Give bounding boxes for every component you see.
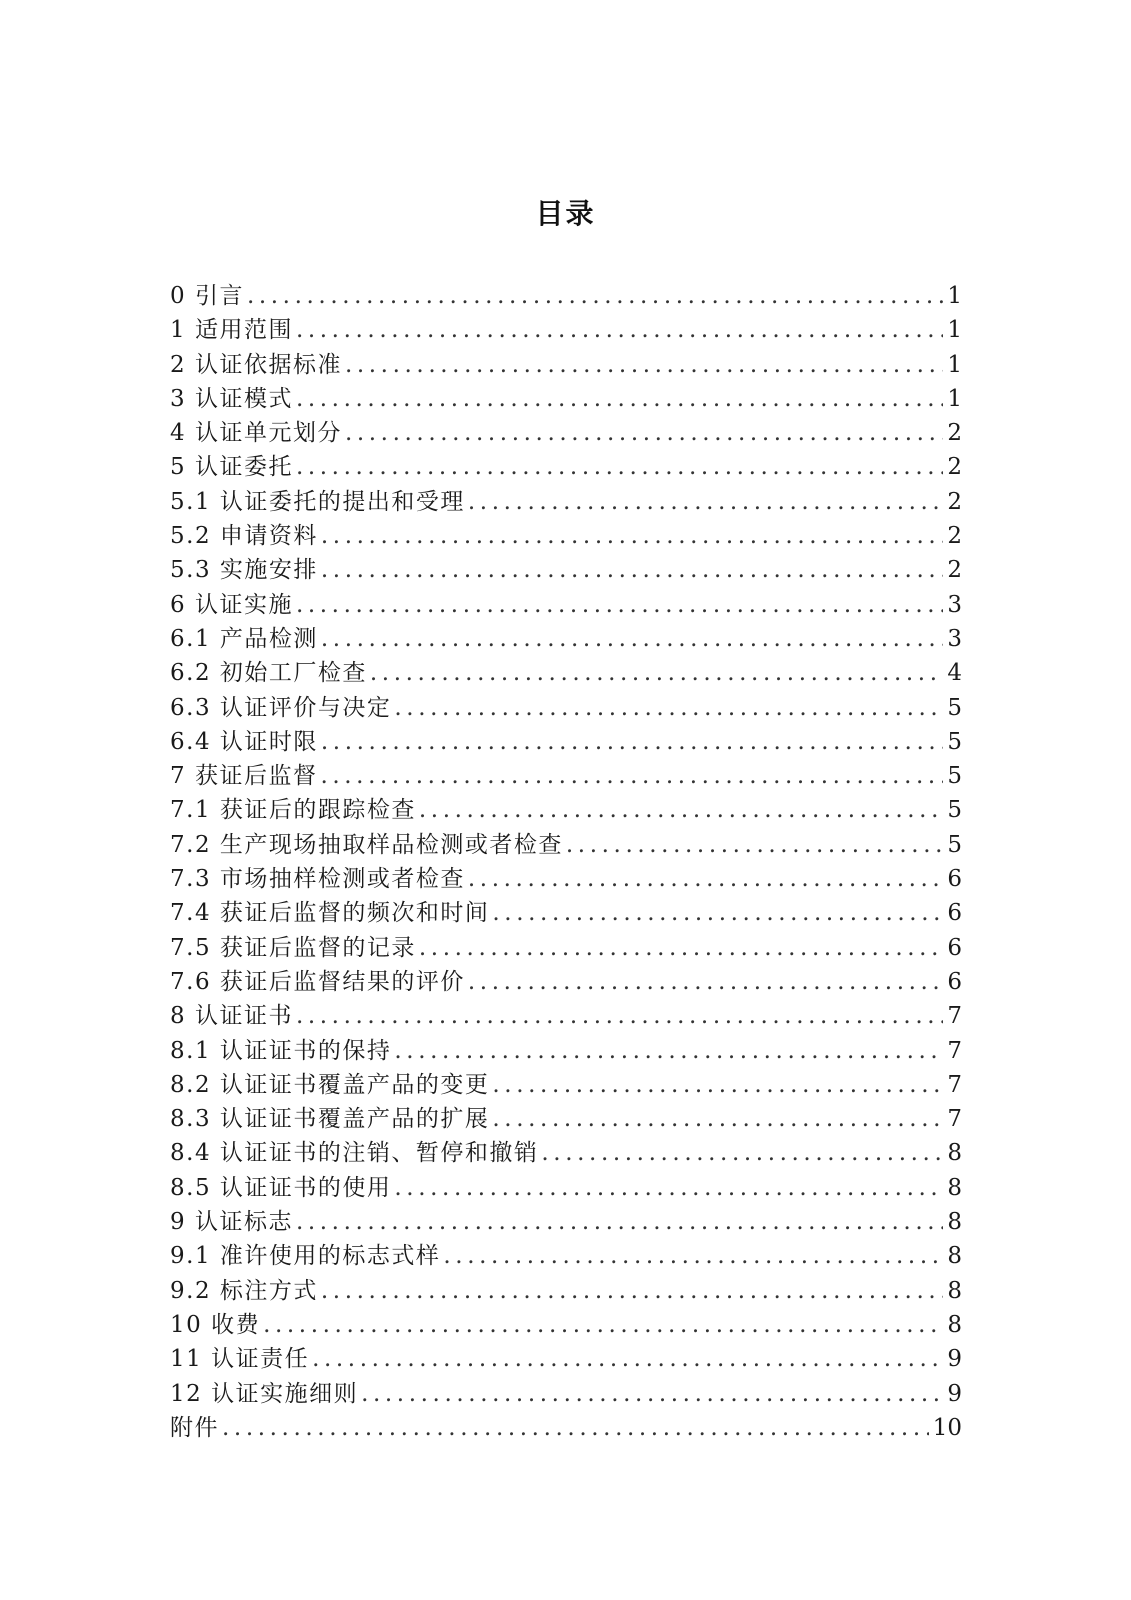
toc-entry-page-number: 1 (947, 317, 962, 344)
toc-entry[interactable] (170, 656, 962, 690)
toc-entry-page-number: 9 (947, 1346, 962, 1373)
toc-entry[interactable] (170, 862, 962, 896)
toc-entry[interactable] (170, 896, 962, 930)
toc-entry-label: 6.3 认证评价与决定 (170, 694, 392, 721)
toc-dot-leader (345, 348, 943, 382)
toc-entry-label: 9 认证标志 (170, 1209, 293, 1236)
toc-entry-page-number: 7 (947, 1071, 962, 1098)
toc-entry[interactable] (170, 588, 962, 622)
toc-entry-page-number: 6 (947, 866, 962, 893)
toc-title: 目录 (535, 197, 596, 230)
toc-entry-label: 8.4 认证证书的注销、暂停和撤销 (170, 1140, 539, 1167)
toc-dot-leader (361, 1377, 943, 1411)
toc-entry[interactable] (170, 793, 962, 827)
toc-dot-leader (263, 1308, 943, 1342)
toc-dot-leader (419, 793, 943, 827)
toc-dot-leader (296, 588, 943, 622)
toc-dot-leader (492, 1068, 943, 1102)
toc-entry-label: 2 认证依据标准 (170, 351, 342, 378)
toc-entry-page-number: 7 (947, 1106, 962, 1133)
toc-dot-leader (321, 1274, 943, 1308)
toc-entry-page-number: 2 (947, 488, 962, 515)
toc-entry-page-number: 8 (947, 1311, 962, 1338)
toc-entry[interactable] (170, 1308, 962, 1342)
toc-entry-label: 5.2 申请资料 (170, 523, 318, 550)
toc-dot-leader (222, 1411, 929, 1445)
toc-entry[interactable] (170, 999, 962, 1033)
toc-entry-label: 8.3 认证证书覆盖产品的扩展 (170, 1106, 490, 1133)
toc-entry[interactable] (170, 828, 962, 862)
toc-entry[interactable] (170, 553, 962, 587)
toc-entry-page-number: 2 (947, 523, 962, 550)
toc-entry-label: 10 收费 (170, 1311, 261, 1338)
toc-entry[interactable] (170, 1377, 962, 1411)
toc-entry-page-number: 1 (947, 283, 962, 309)
toc-entry-page-number: 6 (947, 900, 962, 927)
toc-dot-leader (296, 1205, 943, 1239)
toc-entry-label: 3 认证模式 (170, 385, 293, 412)
toc-entry[interactable] (170, 382, 962, 416)
toc-entry-label: 6.4 认证时限 (170, 728, 318, 755)
toc-entry[interactable] (170, 1136, 962, 1170)
toc-entry-label: 1 适用范围 (170, 317, 293, 344)
toc-dot-leader (419, 931, 943, 965)
toc-dot-leader (394, 691, 943, 725)
toc-dot-leader (312, 1342, 943, 1376)
toc-entry-page-number: 6 (947, 934, 962, 961)
toc-entry[interactable] (170, 416, 962, 450)
toc-entry[interactable] (170, 1034, 962, 1068)
toc-entry-label: 6.2 初始工厂检查 (170, 660, 367, 687)
toc-entry[interactable] (170, 759, 962, 793)
toc-entry-label: 9.2 标注方式 (170, 1277, 318, 1304)
toc-entry-label: 8.5 认证证书的使用 (170, 1174, 392, 1201)
toc-entry-page-number: 6 (947, 968, 962, 995)
toc-dot-leader (370, 656, 943, 690)
toc-entry-label: 6 认证实施 (170, 591, 293, 618)
toc-entry-label: 7 获证后监督 (170, 763, 318, 790)
toc-entry-page-number: 10 (932, 1414, 962, 1441)
toc-entry-page-number: 7 (947, 1003, 962, 1030)
toc-entry-page-number: 9 (947, 1380, 962, 1407)
toc-entry-label: 8.1 认证证书的保持 (170, 1037, 392, 1064)
toc-entry-page-number: 8 (947, 1277, 962, 1304)
toc-entry-label: 附件 (170, 1414, 219, 1441)
toc-entry-page-number: 8 (947, 1209, 962, 1236)
toc-dot-leader (296, 450, 943, 484)
toc-dot-leader (296, 999, 943, 1033)
table-of-contents (170, 279, 962, 1445)
toc-entry-page-number: 7 (947, 1037, 962, 1064)
toc-dot-leader (296, 382, 943, 416)
toc-entry-label: 5.1 认证委托的提出和受理 (170, 488, 465, 515)
toc-entry-page-number: 3 (947, 591, 962, 618)
toc-dot-leader (247, 279, 943, 313)
toc-entry-page-number: 3 (947, 625, 962, 652)
toc-entry[interactable] (170, 1342, 962, 1376)
toc-dot-leader (345, 416, 943, 450)
toc-entry[interactable] (170, 1205, 962, 1239)
toc-dot-leader (492, 896, 943, 930)
toc-entry[interactable] (170, 725, 962, 759)
toc-entry-page-number: 5 (947, 831, 962, 858)
toc-entry-page-number: 5 (947, 694, 962, 721)
toc-entry-label: 12 认证实施细则 (170, 1380, 359, 1407)
toc-entry-page-number: 2 (947, 420, 962, 447)
toc-entry-label: 7.3 市场抽样检测或者检查 (170, 866, 465, 893)
toc-entry[interactable] (170, 1171, 962, 1205)
toc-entry-label: 7.5 获证后监督的记录 (170, 934, 416, 961)
toc-entry-label: 9.1 准许使用的标志式样 (170, 1243, 441, 1270)
toc-dot-leader (468, 485, 943, 519)
toc-entry[interactable] (170, 279, 962, 313)
toc-dot-leader (394, 1034, 943, 1068)
toc-entry[interactable] (170, 519, 962, 553)
toc-entry[interactable] (170, 1102, 962, 1136)
toc-entry-label: 11 认证责任 (170, 1346, 310, 1373)
toc-entry-label: 7.2 生产现场抽取样品检测或者检查 (170, 831, 563, 858)
toc-dot-leader (296, 313, 943, 347)
toc-entry[interactable] (170, 313, 962, 347)
toc-entry[interactable] (170, 965, 962, 999)
toc-entry[interactable] (170, 450, 962, 484)
toc-entry[interactable] (170, 348, 962, 382)
toc-entry-page-number: 2 (947, 454, 962, 481)
toc-dot-leader (468, 862, 943, 896)
toc-entry-page-number: 5 (947, 797, 962, 824)
toc-entry[interactable] (170, 622, 962, 656)
toc-entry[interactable] (170, 931, 962, 965)
toc-dot-leader (320, 759, 943, 793)
toc-entry[interactable] (170, 691, 962, 725)
toc-entry-page-number: 8 (947, 1174, 962, 1201)
toc-dot-leader (321, 553, 943, 587)
toc-entry-page-number: 1 (947, 351, 962, 378)
toc-entry-page-number: 1 (947, 385, 962, 412)
toc-entry[interactable] (170, 1239, 962, 1273)
toc-dot-leader (468, 965, 943, 999)
toc-entry-label: 4 认证单元划分 (170, 420, 342, 447)
toc-entry-label: 7.4 获证后监督的频次和时间 (170, 900, 490, 927)
toc-entry[interactable] (170, 1274, 962, 1308)
toc-dot-leader (321, 622, 943, 656)
toc-dot-leader (443, 1239, 943, 1273)
toc-entry-page-number: 2 (947, 557, 962, 584)
toc-entry-page-number: 8 (947, 1243, 962, 1270)
toc-dot-leader (541, 1136, 943, 1170)
toc-entry[interactable] (170, 1411, 962, 1445)
toc-entry[interactable] (170, 485, 962, 519)
toc-entry-label: 8 认证证书 (170, 1003, 293, 1030)
toc-entry-page-number: 5 (947, 763, 962, 790)
toc-entry-label: 5 认证委托 (170, 454, 293, 481)
toc-entry-page-number: 4 (947, 660, 962, 687)
toc-dot-leader (394, 1171, 943, 1205)
toc-entry-label: 5.3 实施安排 (170, 557, 318, 584)
toc-entry[interactable] (170, 1068, 962, 1102)
toc-entry-label: 7.6 获证后监督结果的评价 (170, 968, 465, 995)
toc-entry-page-number: 5 (947, 728, 962, 755)
toc-entry-label: 6.1 产品检测 (170, 625, 318, 652)
toc-dot-leader (321, 519, 943, 553)
toc-dot-leader (492, 1102, 943, 1136)
toc-entry-page-number: 8 (947, 1140, 962, 1167)
toc-dot-leader (321, 725, 943, 759)
toc-entry-label: 8.2 认证证书覆盖产品的变更 (170, 1071, 490, 1098)
toc-entry-label: 7.1 获证后的跟踪检查 (170, 797, 416, 824)
toc-entry-label: 0 引言 (170, 283, 244, 309)
toc-dot-leader (566, 828, 943, 862)
